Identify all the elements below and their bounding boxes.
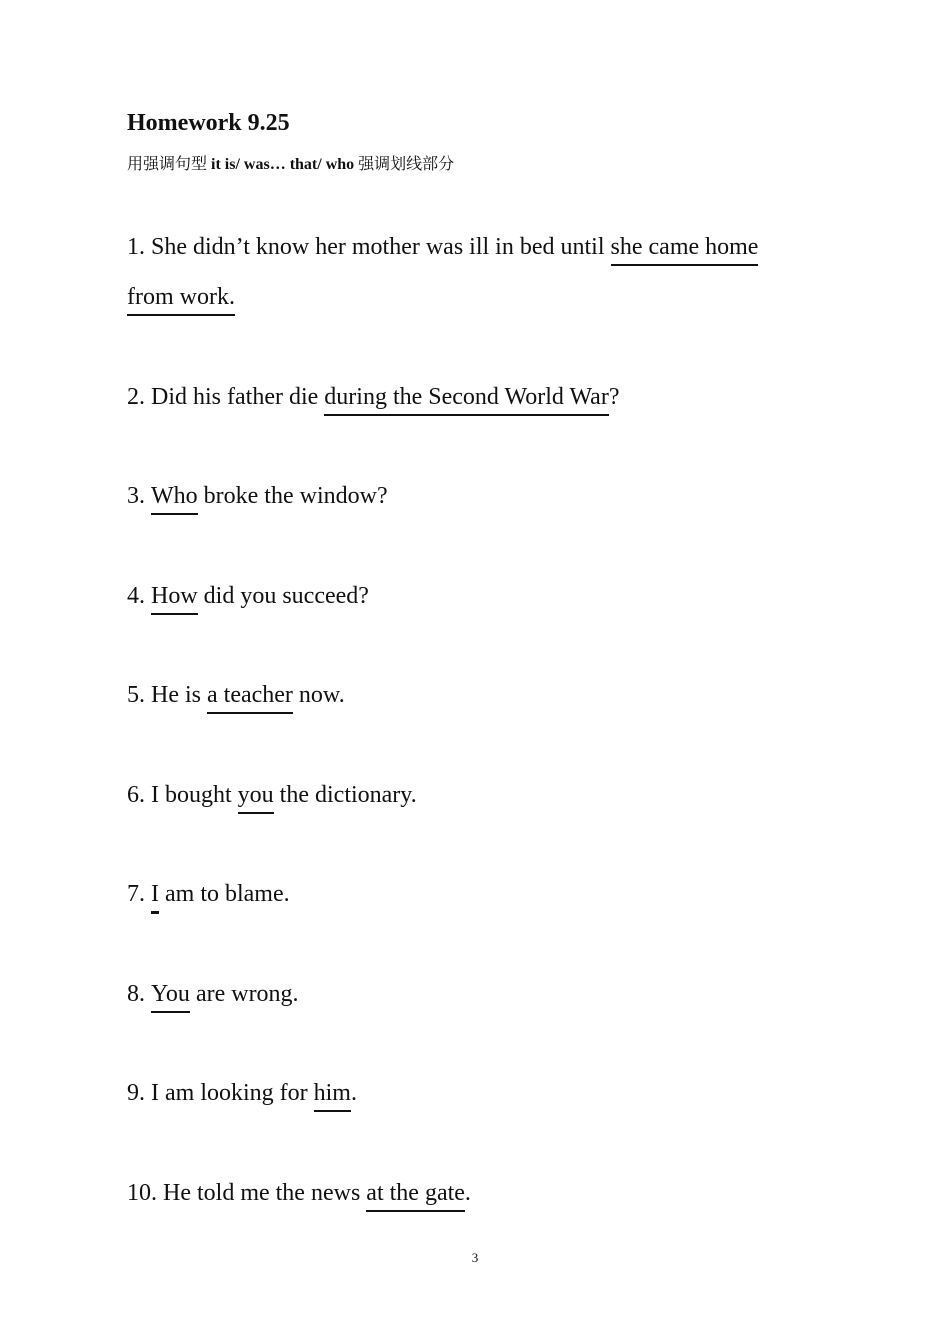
question-number: 7. [127, 881, 145, 907]
question-text-after: are wrong. [189, 981, 299, 1007]
question-text-before: He is [145, 682, 207, 708]
question-5 [127, 670, 345, 720]
question-10 [127, 1168, 471, 1218]
question-number: 1. [127, 234, 145, 260]
question-text-after: did you succeed? [197, 583, 369, 609]
underlined-phrase: Who [151, 483, 198, 515]
question-text-before: I bought [145, 782, 238, 808]
question-text-after: . [464, 1180, 471, 1206]
question-9 [127, 1068, 357, 1118]
question-3 [127, 471, 388, 521]
underlined-phrase-continued: from work. [127, 284, 235, 316]
question-4 [127, 571, 369, 621]
instruction-text [127, 154, 454, 176]
question-number: 5. [127, 682, 145, 708]
underlined-phrase: a teacher [207, 682, 293, 714]
underlined-phrase: How [151, 583, 198, 615]
page-number: 3 [471, 1250, 479, 1265]
underlined-phrase: you [238, 782, 274, 814]
question-text-after: the dictionary. [273, 782, 417, 808]
question-number: 3. [127, 483, 145, 509]
instruction-suffix: 强调划线部分 [354, 156, 455, 173]
underlined-phrase: at the gate [366, 1180, 465, 1212]
question-2 [127, 372, 619, 422]
homework-title: Homework 9.25 [127, 110, 290, 136]
question-8 [127, 969, 299, 1019]
question-text-after: . [350, 1080, 357, 1106]
question-text-after: now. [292, 682, 345, 708]
question-1 [127, 222, 827, 322]
question-text-before: Did his father die [145, 384, 325, 410]
question-7 [127, 869, 290, 919]
question-number: 6. [127, 782, 145, 808]
question-text-after: am to blame. [159, 881, 290, 907]
question-6 [127, 770, 417, 820]
question-number: 2. [127, 384, 145, 410]
question-number: 8. [127, 981, 145, 1007]
underlined-phrase: she came home [611, 234, 759, 266]
question-text-before: I am looking for [145, 1080, 314, 1106]
underlined-phrase: I [151, 881, 159, 914]
underlined-phrase: during the Second World War [324, 384, 609, 416]
question-text-before: He told me the news [157, 1180, 367, 1206]
question-text-after: ? [608, 384, 620, 410]
instruction-prefix: 用强调句型 [127, 156, 212, 173]
question-text-after: broke the window? [197, 483, 388, 509]
underlined-phrase: him [314, 1080, 351, 1112]
question-number: 10. [127, 1180, 157, 1206]
question-number: 4. [127, 583, 145, 609]
instruction-keywords: it is/ was… that/ who [211, 156, 355, 173]
question-number: 9. [127, 1080, 145, 1106]
question-text-before: She didn’t know her mother was ill in bed until [145, 234, 611, 260]
underlined-phrase: You [151, 981, 190, 1013]
